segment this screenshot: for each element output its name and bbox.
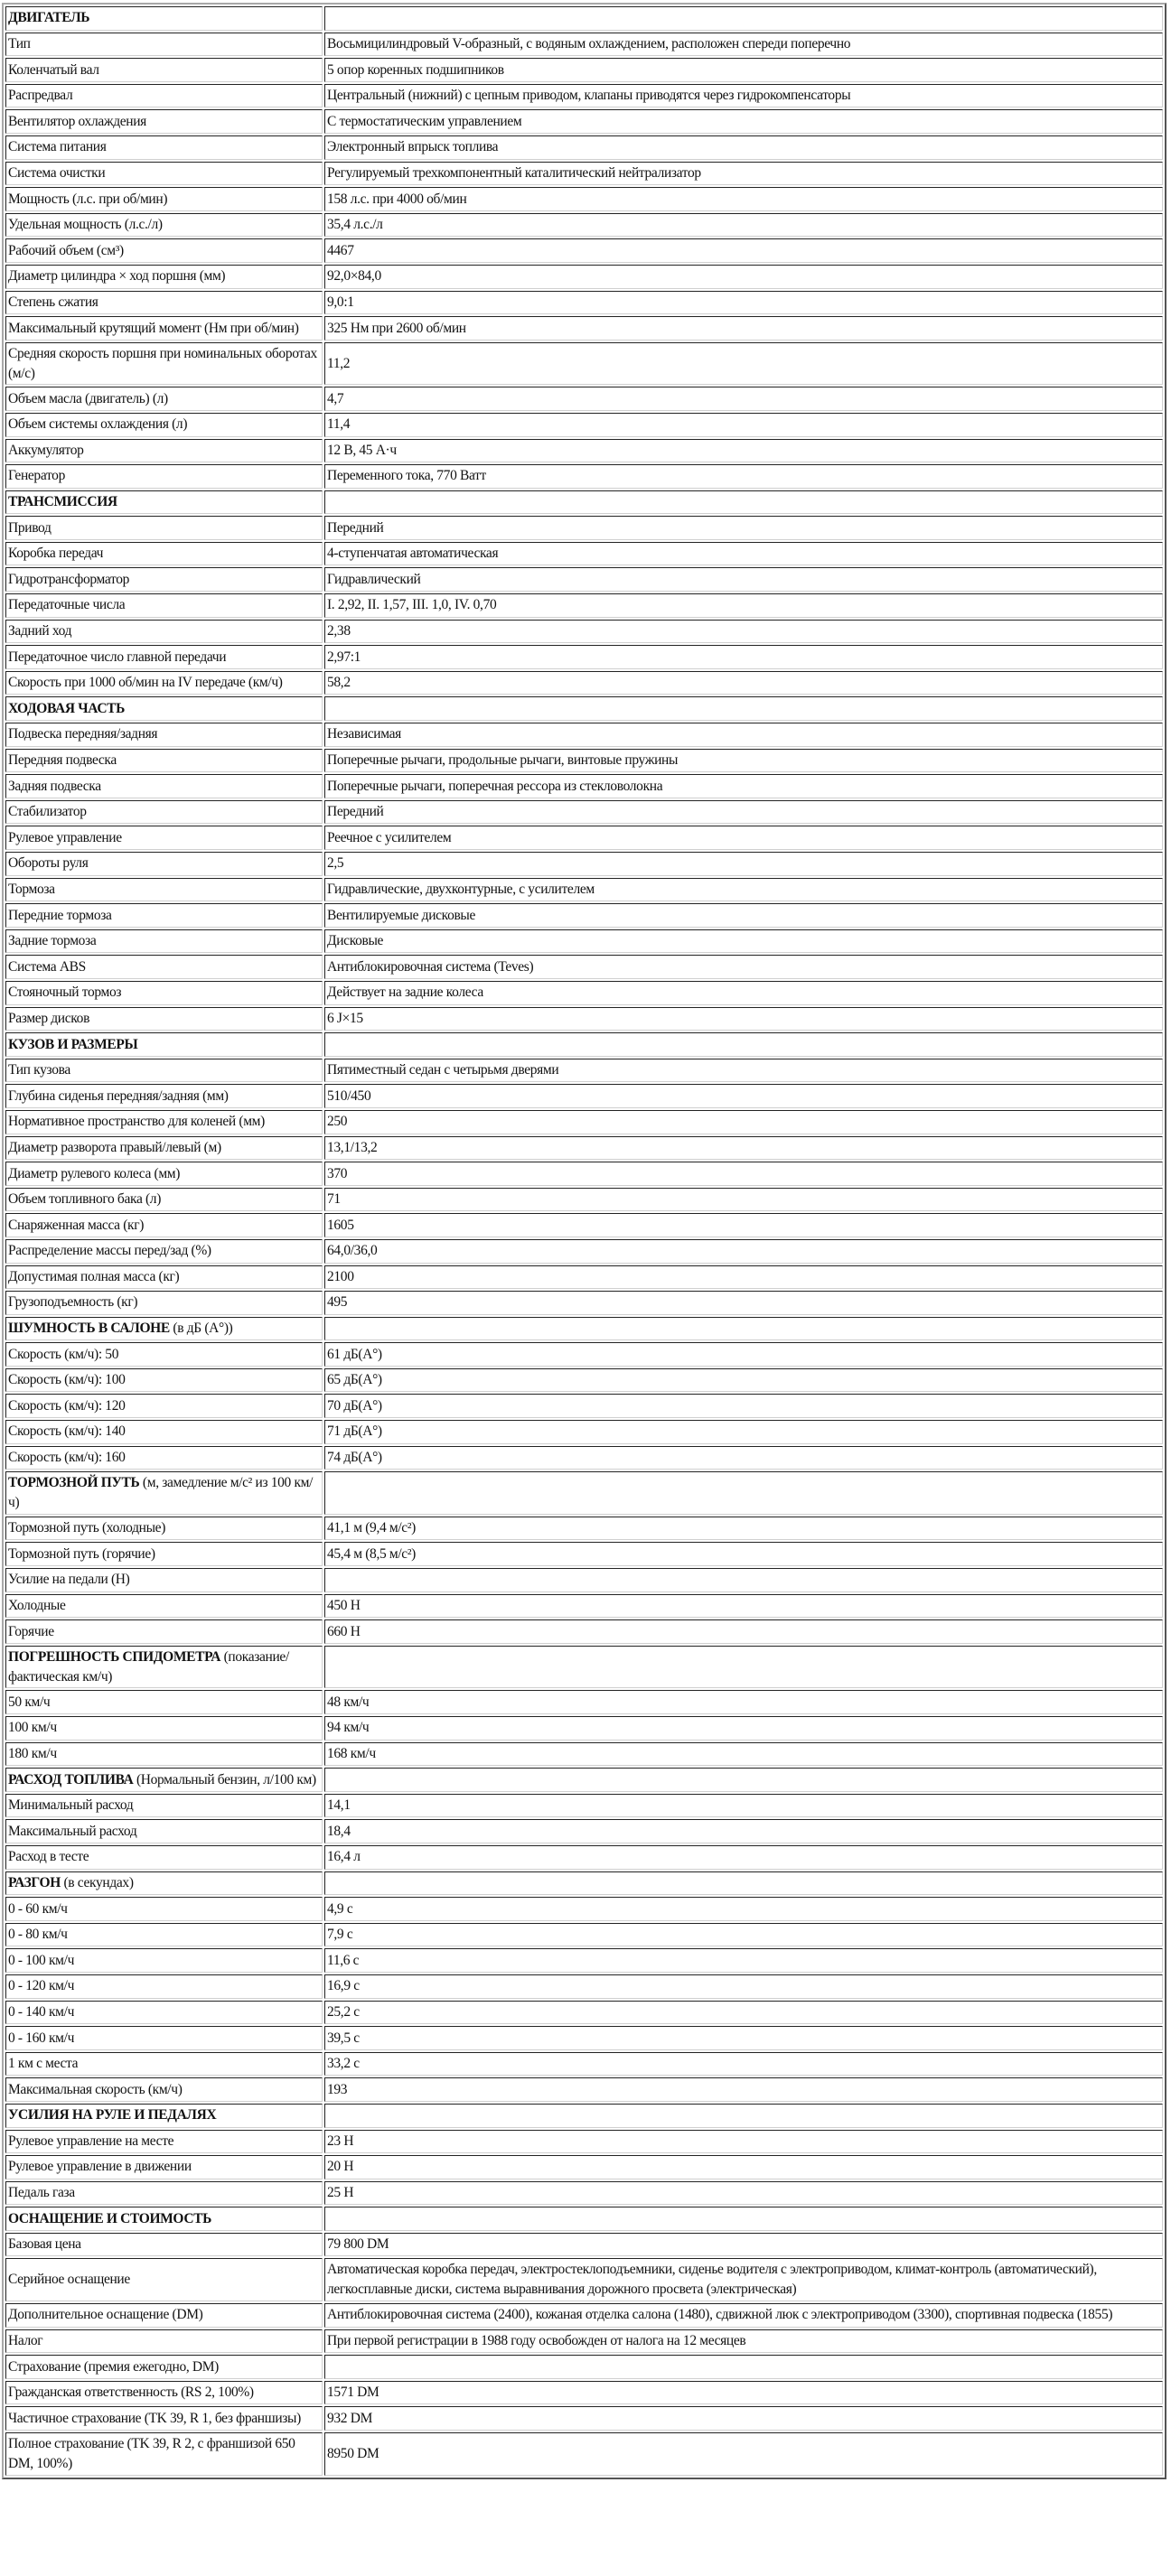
spec-value [324,1568,1163,1592]
spec-row [5,1845,1163,1870]
spec-value: 450 Н [324,1594,1163,1619]
spec-row [5,1716,1163,1741]
spec-row [5,1007,1163,1031]
spec-label: Рабочий объем (см³) [5,238,323,263]
spec-row [5,542,1163,566]
spec-label: Снаряженная масса (кг) [5,1213,323,1237]
spec-label: Передняя подвеска [5,749,323,773]
spec-row [5,1342,1163,1367]
spec-value: 12 В, 45 А·ч [324,439,1163,463]
spec-row [5,1213,1163,1237]
spec-label: 50 км/ч [5,1690,323,1714]
spec-label: Распределение массы перед/зад (%) [5,1239,323,1264]
spec-row [5,1368,1163,1393]
spec-row [5,2355,1163,2379]
section-header-empty-cell [324,2104,1163,2128]
section-header-empty-cell [324,2207,1163,2231]
spec-value: 193 [324,2077,1163,2102]
spec-value: 20 Н [324,2155,1163,2179]
spec-value: 71 дБ(A°) [324,1420,1163,1444]
spec-value: 1605 [324,1213,1163,1237]
spec-row [5,1517,1163,1541]
spec-label: Средняя скорость поршня при номинальных оборотах (м/с) [5,342,323,386]
spec-label: 180 км/ч [5,1742,323,1767]
section-note: (Нормальный бензин, л/100 км) [133,1771,316,1787]
spec-row [5,1794,1163,1818]
spec-row [5,1948,1163,1973]
spec-value: 64,0/36,0 [324,1239,1163,1264]
spec-value: 71 [324,1188,1163,1212]
spec-row [5,2258,1163,2301]
spec-value: Поперечные рычаги, продольные рычаги, винтовые пружины [324,749,1163,773]
spec-row [5,2077,1163,2102]
spec-row [5,464,1163,489]
section-title: РАЗГОН [8,1874,61,1890]
spec-row [5,903,1163,928]
spec-row [5,109,1163,134]
spec-label: Скорость (км/ч): 160 [5,1446,323,1470]
spec-value: 39,5 с [324,2026,1163,2050]
spec-row [5,2381,1163,2405]
spec-value: 18,4 [324,1819,1163,1843]
section-note: (показание/фактическая км/ч) [8,1648,289,1685]
spec-value: 94 км/ч [324,1716,1163,1741]
spec-label: Нормативное пространство для коленей (мм) [5,1110,323,1134]
spec-value: 70 дБ(A°) [324,1394,1163,1418]
spec-value: Передний [324,800,1163,825]
spec-label: Холодные [5,1594,323,1619]
spec-label: Горячие [5,1619,323,1644]
spec-row [5,1291,1163,1315]
section-header-row [5,1646,1163,1689]
spec-label: Скорость (км/ч): 140 [5,1420,323,1444]
section-header-cell [5,490,323,515]
spec-value: 65 дБ(A°) [324,1368,1163,1393]
spec-row [5,774,1163,798]
spec-row [5,1136,1163,1161]
spec-label: Усилие на педали (Н) [5,1568,323,1592]
spec-label: Коленчатый вал [5,58,323,82]
spec-value: 168 км/ч [324,1742,1163,1767]
spec-label: Скорость при 1000 об/мин на IV передаче (км/ч) [5,671,323,695]
spec-row [5,852,1163,876]
spec-value: 510/450 [324,1084,1163,1108]
spec-row [5,1819,1163,1843]
spec-label: Подвеска передняя/задняя [5,723,323,747]
spec-value: 79 800 DM [324,2233,1163,2257]
spec-label: Максимальная скорость (км/ч) [5,2077,323,2102]
spec-row [5,2406,1163,2431]
spec-row [5,238,1163,263]
spec-value: 2,5 [324,852,1163,876]
spec-value: 16,9 с [324,1974,1163,1999]
spec-label: Система ABS [5,955,323,979]
spec-value: 370 [324,1162,1163,1186]
section-header-cell [5,1646,323,1689]
spec-label: Допустимая полная масса (кг) [5,1265,323,1290]
spec-label: Педаль газа [5,2181,323,2206]
spec-value: Антиблокировочная система (2400), кожаная отделка салона (1480), сдвижной люк с электроприводом (3300), спортивная подвеска (1855) [324,2303,1163,2328]
section-header-empty-cell [324,1768,1163,1792]
spec-label: Минимальный расход [5,1794,323,1818]
spec-row [5,162,1163,186]
section-header-empty-cell [324,6,1163,31]
spec-label: Скорость (км/ч): 120 [5,1394,323,1418]
spec-row [5,1059,1163,1083]
spec-row [5,826,1163,850]
spec-value: Регулируемый трехкомпонентный каталитический нейтрализатор [324,162,1163,186]
spec-row [5,723,1163,747]
spec-row [5,1446,1163,1470]
spec-value: 932 DM [324,2406,1163,2431]
section-title: КУЗОВ И РАЗМЕРЫ [8,1036,138,1052]
spec-value: 35,4 л.с./л [324,213,1163,238]
spec-label: Передаточные числа [5,593,323,618]
spec-label: Тип кузова [5,1059,323,1083]
section-header-row [5,490,1163,515]
spec-value: Передний [324,516,1163,540]
spec-row [5,2130,1163,2154]
spec-value: 9,0:1 [324,291,1163,315]
spec-value: 4-ступенчатая автоматическая [324,542,1163,566]
spec-value: Дисковые [324,929,1163,954]
spec-row [5,387,1163,411]
section-header-row [5,6,1163,31]
spec-label: Распредвал [5,84,323,108]
spec-row [5,2303,1163,2328]
spec-label: Передаточное число главной передачи [5,645,323,669]
section-note: (в дБ (A°)) [169,1321,233,1337]
spec-label: Удельная мощность (л.с./л) [5,213,323,238]
spec-row [5,1084,1163,1108]
spec-row [5,620,1163,644]
section-note: (в секундах) [60,1874,134,1890]
spec-row [5,291,1163,315]
spec-label: Диаметр рулевого колеса (мм) [5,1162,323,1186]
section-header-empty-cell [324,1471,1163,1515]
spec-label: Страхование (премия ежегодно, DM) [5,2355,323,2379]
section-header-row [5,1768,1163,1792]
spec-row [5,1594,1163,1619]
spec-row [5,1742,1163,1767]
section-header-empty-cell [324,490,1163,515]
spec-row [5,2026,1163,2050]
spec-label: 0 - 160 км/ч [5,2026,323,2050]
spec-label: Гражданская ответственность (RS 2, 100%) [5,2381,323,2405]
spec-value: Гидравлический [324,567,1163,592]
spec-value: 14,1 [324,1794,1163,1818]
spec-label: Мощность (л.с. при об/мин) [5,187,323,211]
spec-label: Генератор [5,464,323,489]
spec-row [5,1394,1163,1418]
specifications-table-body [5,6,1163,2476]
spec-row [5,749,1163,773]
spec-label: Максимальный расход [5,1819,323,1843]
spec-label: Максимальный крутящий момент (Нм при об/мин) [5,316,323,341]
spec-value: 2100 [324,1265,1163,1290]
spec-row [5,1162,1163,1186]
spec-label: Система питания [5,135,323,160]
spec-row [5,1690,1163,1714]
spec-label: Расход в тесте [5,1845,323,1870]
spec-value: 58,2 [324,671,1163,695]
spec-value: 61 дБ(A°) [324,1342,1163,1367]
spec-value: 7,9 с [324,1923,1163,1947]
spec-value: 4467 [324,238,1163,263]
spec-row [5,516,1163,540]
spec-label: Диаметр цилиндра × ход поршня (мм) [5,265,323,289]
spec-label: 0 - 60 км/ч [5,1897,323,1921]
spec-row [5,1542,1163,1566]
spec-row [5,1897,1163,1921]
section-title: ПОГРЕШНОСТЬ СПИДОМЕТРА [8,1648,221,1665]
spec-label: Полное страхование (TK 39, R 2, с франшизой 650 DM, 100%) [5,2432,323,2476]
spec-value: 5 опор коренных подшипников [324,58,1163,82]
spec-row [5,316,1163,341]
spec-row [5,439,1163,463]
spec-label: Привод [5,516,323,540]
spec-row [5,2052,1163,2077]
section-header-cell [5,6,323,31]
spec-row [5,213,1163,238]
spec-row [5,981,1163,1005]
spec-label: Налог [5,2329,323,2354]
spec-row [5,955,1163,979]
section-title: ШУМНОСТЬ В САЛОНЕ [8,1321,170,1337]
spec-row [5,413,1163,437]
section-note: (м, замедление м/с² из 100 км/ч) [8,1475,314,1511]
section-header-cell [5,1471,323,1515]
spec-label: 0 - 120 км/ч [5,1974,323,1999]
spec-value: Гидравлические, двухконтурные, с усилителем [324,878,1163,902]
spec-row [5,33,1163,57]
spec-value: 660 Н [324,1619,1163,1644]
spec-row [5,265,1163,289]
section-header-row [5,1871,1163,1896]
section-header-cell [5,2207,323,2231]
spec-value [324,2355,1163,2379]
spec-label: Стояночный тормоз [5,981,323,1005]
spec-label: Объем топливного бака (л) [5,1188,323,1212]
spec-row [5,1239,1163,1264]
spec-value: 4,7 [324,387,1163,411]
spec-label: Диаметр разворота правый/левый (м) [5,1136,323,1161]
spec-row [5,1619,1163,1644]
spec-label: Тип [5,33,323,57]
spec-row [5,1923,1163,1947]
spec-row [5,645,1163,669]
spec-label: Скорость (км/ч): 100 [5,1368,323,1393]
spec-label: Задние тормоза [5,929,323,954]
spec-value: 6 J×15 [324,1007,1163,1031]
spec-value: 4,9 с [324,1897,1163,1921]
spec-row [5,800,1163,825]
spec-label: Глубина сиденья передняя/задняя (мм) [5,1084,323,1108]
spec-label: Частичное страхование (TK 39, R 1, без франшизы) [5,2406,323,2431]
spec-value: Действует на задние колеса [324,981,1163,1005]
spec-row [5,2329,1163,2354]
spec-row [5,342,1163,386]
section-title: УСИЛИЯ НА РУЛЕ И ПЕДАЛЯХ [8,2107,217,2123]
section-header-empty-cell [324,1871,1163,1896]
spec-value: 25 Н [324,2181,1163,2206]
spec-label: Дополнительное оснащение (DM) [5,2303,323,2328]
section-header-row [5,1317,1163,1341]
spec-label: Тормоза [5,878,323,902]
section-header-cell [5,2104,323,2128]
section-header-cell [5,1317,323,1341]
spec-value: 2,97:1 [324,645,1163,669]
spec-row [5,2432,1163,2476]
spec-row [5,2181,1163,2206]
spec-value: 8950 DM [324,2432,1163,2476]
spec-value: Независимая [324,723,1163,747]
spec-value: Вентилируемые дисковые [324,903,1163,928]
spec-value: I. 2,92, II. 1,57, III. 1,0, IV. 0,70 [324,593,1163,618]
spec-value: 2,38 [324,620,1163,644]
spec-label: Передние тормоза [5,903,323,928]
spec-value: 25,2 с [324,2001,1163,2025]
section-title: ТРАНСМИССИЯ [8,494,117,510]
spec-value: С термостатическим управлением [324,109,1163,134]
spec-label: Стабилизатор [5,800,323,825]
spec-value: Пятиместный седан с четырьмя дверями [324,1059,1163,1083]
spec-label: Тормозной путь (горячие) [5,1542,323,1566]
spec-label: Скорость (км/ч): 50 [5,1342,323,1367]
spec-label: Размер дисков [5,1007,323,1031]
spec-value: 11,4 [324,413,1163,437]
section-header-empty-cell [324,1032,1163,1057]
spec-value: 48 км/ч [324,1690,1163,1714]
spec-row [5,567,1163,592]
spec-row [5,1110,1163,1134]
spec-label: Базовая цена [5,2233,323,2257]
spec-row [5,1420,1163,1444]
spec-value: 1571 DM [324,2381,1163,2405]
spec-row [5,187,1163,211]
section-header-row [5,1032,1163,1057]
spec-value: При первой регистрации в 1988 году освобожден от налога на 12 месяцев [324,2329,1163,2354]
spec-label: Аккумулятор [5,439,323,463]
spec-value: 250 [324,1110,1163,1134]
spec-label: 0 - 100 км/ч [5,1948,323,1973]
spec-row [5,593,1163,618]
spec-value: 495 [324,1291,1163,1315]
section-title: РАСХОД ТОПЛИВА [8,1771,134,1787]
specifications-table [2,3,1166,2479]
spec-label: Гидротрансформатор [5,567,323,592]
spec-label: Обороты руля [5,852,323,876]
spec-label: 0 - 80 км/ч [5,1923,323,1947]
spec-label: Вентилятор охлаждения [5,109,323,134]
section-title: ДВИГАТЕЛЬ [8,10,90,26]
spec-row [5,58,1163,82]
spec-row [5,2155,1163,2179]
spec-value: Восьмицилиндровый V-образный, с водяным охлаждением, расположен спереди поперечно [324,33,1163,57]
spec-label: Система очистки [5,162,323,186]
section-title: ОСНАЩЕНИЕ И СТОИМОСТЬ [8,2210,212,2226]
spec-label: Степень сжатия [5,291,323,315]
spec-label: 100 км/ч [5,1716,323,1741]
spec-value: 16,4 л [324,1845,1163,1870]
section-header-cell [5,1768,323,1792]
spec-label: 1 км с места [5,2052,323,2077]
spec-label: Коробка передач [5,542,323,566]
spec-row [5,1568,1163,1592]
spec-value: Автоматическая коробка передач, электростеклоподъемники, сиденье водителя с электроприводом, климат-контроль (автоматический), легкосплавные диски, система выравнивания дорожного просвета (электрическая) [324,2258,1163,2301]
spec-value: 13,1/13,2 [324,1136,1163,1161]
section-header-cell [5,1032,323,1057]
spec-value: 23 Н [324,2130,1163,2154]
section-title: ХОДОВАЯ ЧАСТЬ [8,700,126,716]
spec-label: Задняя подвеска [5,774,323,798]
section-header-empty-cell [324,1646,1163,1689]
spec-value: 45,4 м (8,5 м/с²) [324,1542,1163,1566]
section-header-row [5,2207,1163,2231]
spec-label: Серийное оснащение [5,2258,323,2301]
section-header-row [5,2104,1163,2128]
spec-label: Объем масла (двигатель) (л) [5,387,323,411]
spec-label: Рулевое управление на месте [5,2130,323,2154]
section-header-empty-cell [324,696,1163,721]
spec-value: 74 дБ(A°) [324,1446,1163,1470]
spec-row [5,84,1163,108]
spec-label: Задний ход [5,620,323,644]
spec-value: 158 л.с. при 4000 об/мин [324,187,1163,211]
spec-row [5,2233,1163,2257]
spec-value: 33,2 с [324,2052,1163,2077]
spec-label: Тормозной путь (холодные) [5,1517,323,1541]
spec-value: Реечное с усилителем [324,826,1163,850]
spec-row [5,1974,1163,1999]
spec-value: Центральный (нижний) с цепным приводом, клапаны приводятся через гидрокомпенсаторы [324,84,1163,108]
spec-row [5,671,1163,695]
spec-value: Антиблокировочная система (Teves) [324,955,1163,979]
section-header-row [5,1471,1163,1515]
spec-value: 92,0×84,0 [324,265,1163,289]
spec-row [5,135,1163,160]
spec-label: 0 - 140 км/ч [5,2001,323,2025]
section-header-row [5,696,1163,721]
spec-value: 11,2 [324,342,1163,386]
spec-value: 41,1 м (9,4 м/с²) [324,1517,1163,1541]
section-header-cell [5,696,323,721]
section-header-cell [5,1871,323,1896]
spec-row [5,1188,1163,1212]
spec-label: Объем системы охлаждения (л) [5,413,323,437]
spec-row [5,878,1163,902]
spec-row [5,1265,1163,1290]
spec-label: Рулевое управление в движении [5,2155,323,2179]
spec-value: 11,6 с [324,1948,1163,1973]
spec-value: 325 Нм при 2600 об/мин [324,316,1163,341]
spec-label: Грузоподъемность (кг) [5,1291,323,1315]
section-title: ТОРМОЗНОЙ ПУТЬ [8,1475,140,1491]
section-header-empty-cell [324,1317,1163,1341]
spec-row [5,929,1163,954]
spec-value: Электронный впрыск топлива [324,135,1163,160]
spec-row [5,2001,1163,2025]
spec-value: Переменного тока, 770 Ватт [324,464,1163,489]
spec-value: Поперечные рычаги, поперечная рессора из стекловолокна [324,774,1163,798]
spec-label: Рулевое управление [5,826,323,850]
